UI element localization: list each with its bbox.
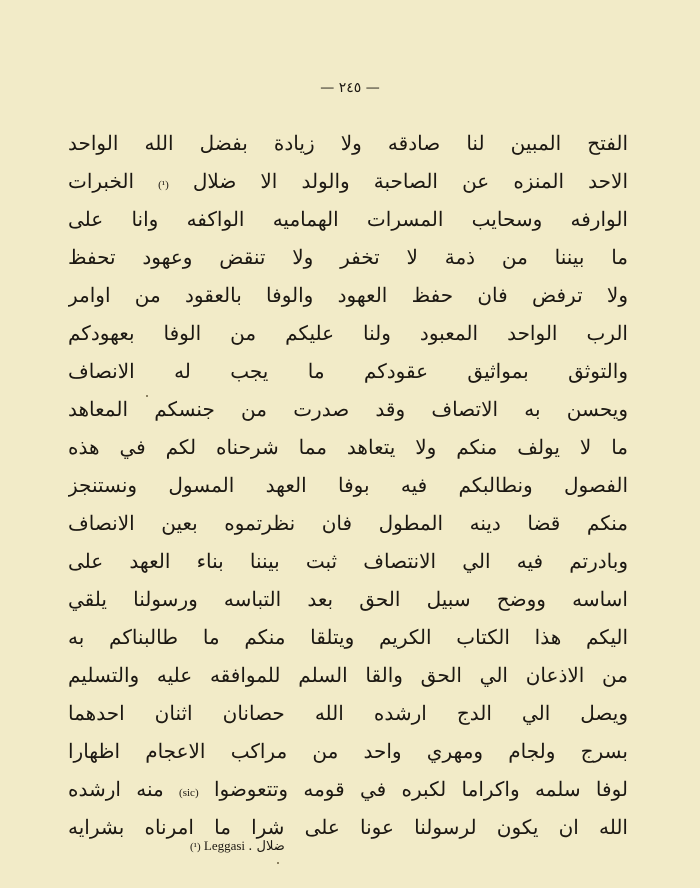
text-line-continuation: الخبرات [68, 169, 135, 193]
text-line [68, 580, 628, 618]
text-line [68, 390, 628, 428]
text-line-content: لوفا سلمه واكراما لكبره في قومه وتتعوضوا [213, 777, 628, 801]
text-line-content: منكم قضا دينه المطول فان نظرتموه بعين الانصاف [68, 511, 628, 535]
text-line [68, 314, 628, 352]
text-line [68, 618, 628, 656]
text-line-content: ما لا يولف منكم ولا يتعاهد مما شرحناه لكم في هذه [68, 435, 628, 459]
text-line-continuation: منه ارشده [68, 777, 164, 801]
text-line [68, 352, 628, 390]
text-line-content: من الاذعان الي الحق والقا السلم للموافقه عليه والتسليم [68, 663, 628, 687]
text-line-content: ويحسن به الاتصاف وقد صدرت من جنسكم المعاهد [68, 397, 628, 421]
text-line-content: ما بيننا من ذمة لا تخفر ولا تنقض وعهود تحفظ [68, 245, 628, 269]
text-line [68, 504, 628, 542]
text-line [68, 694, 628, 732]
text-line-content: وبادرتم فيه الي الانتصاف ثبت بيننا بناء العهد على [68, 549, 628, 573]
letter-body [68, 124, 628, 846]
text-line [68, 770, 628, 808]
text-line [68, 466, 628, 504]
text-line [68, 656, 628, 694]
sic-note: (sic) [179, 787, 199, 799]
footnote-reference: (¹) [158, 179, 169, 191]
text-line [68, 238, 628, 276]
text-line-content: الرب الواحد المعبود ولنا عليكم من الوفا بعهودكم [68, 321, 628, 345]
footnote [190, 838, 390, 854]
text-line-content: الاحد المنزه عن الصاحبة والولد الا ضلال [192, 169, 628, 193]
footnote-marker: (¹) [190, 841, 201, 853]
text-line [68, 200, 628, 238]
text-line-content: ولا ترفض فان حفظ العهود والوفا بالعقود من اوامر [68, 283, 628, 307]
text-line-content: الفصول ونطالبكم فيه بوفا العهد المسول ونستنجز [68, 473, 628, 497]
text-line-content: الوارفه وسحايب المسرات الهماميه الواكفه وانا على [68, 207, 628, 231]
text-line-content: بسرج ولجام ومهري واحد من مراكب الاعجام اظهارا [68, 739, 628, 763]
text-line [68, 428, 628, 466]
page-number: — ٢٤٥ — [320, 80, 380, 96]
text-line [68, 162, 628, 200]
text-line [68, 276, 628, 314]
text-line-content: الله ان يكون لرسولنا عونا على شرا ما امرناه بشرايه [68, 815, 628, 839]
footnote-text: Leggasi [203, 838, 246, 853]
text-line-content: اساسه ووضح سبيل الحق بعد التباسه ورسولنا يلقي [68, 587, 628, 611]
paper-speck [277, 862, 279, 864]
text-line [68, 732, 628, 770]
text-line-content: ويصل الي الدج ارشده الله حصانان اثنان احدهما [68, 701, 628, 725]
paper-speck [146, 395, 148, 397]
footnote-arabic: ضلال . [248, 839, 285, 854]
text-line-content: والتوثق بمواثيق عقودكم ما يجب له الانصاف [68, 359, 628, 383]
text-line [68, 542, 628, 580]
text-line-content: الفتح المبين لنا صادقه ولا زيادة بفضل الله الواحد [68, 131, 628, 155]
text-line [68, 124, 628, 162]
text-line-content: اليكم هذا الكتاب الكريم ويتلقا منكم ما طالبناكم به [68, 625, 628, 649]
